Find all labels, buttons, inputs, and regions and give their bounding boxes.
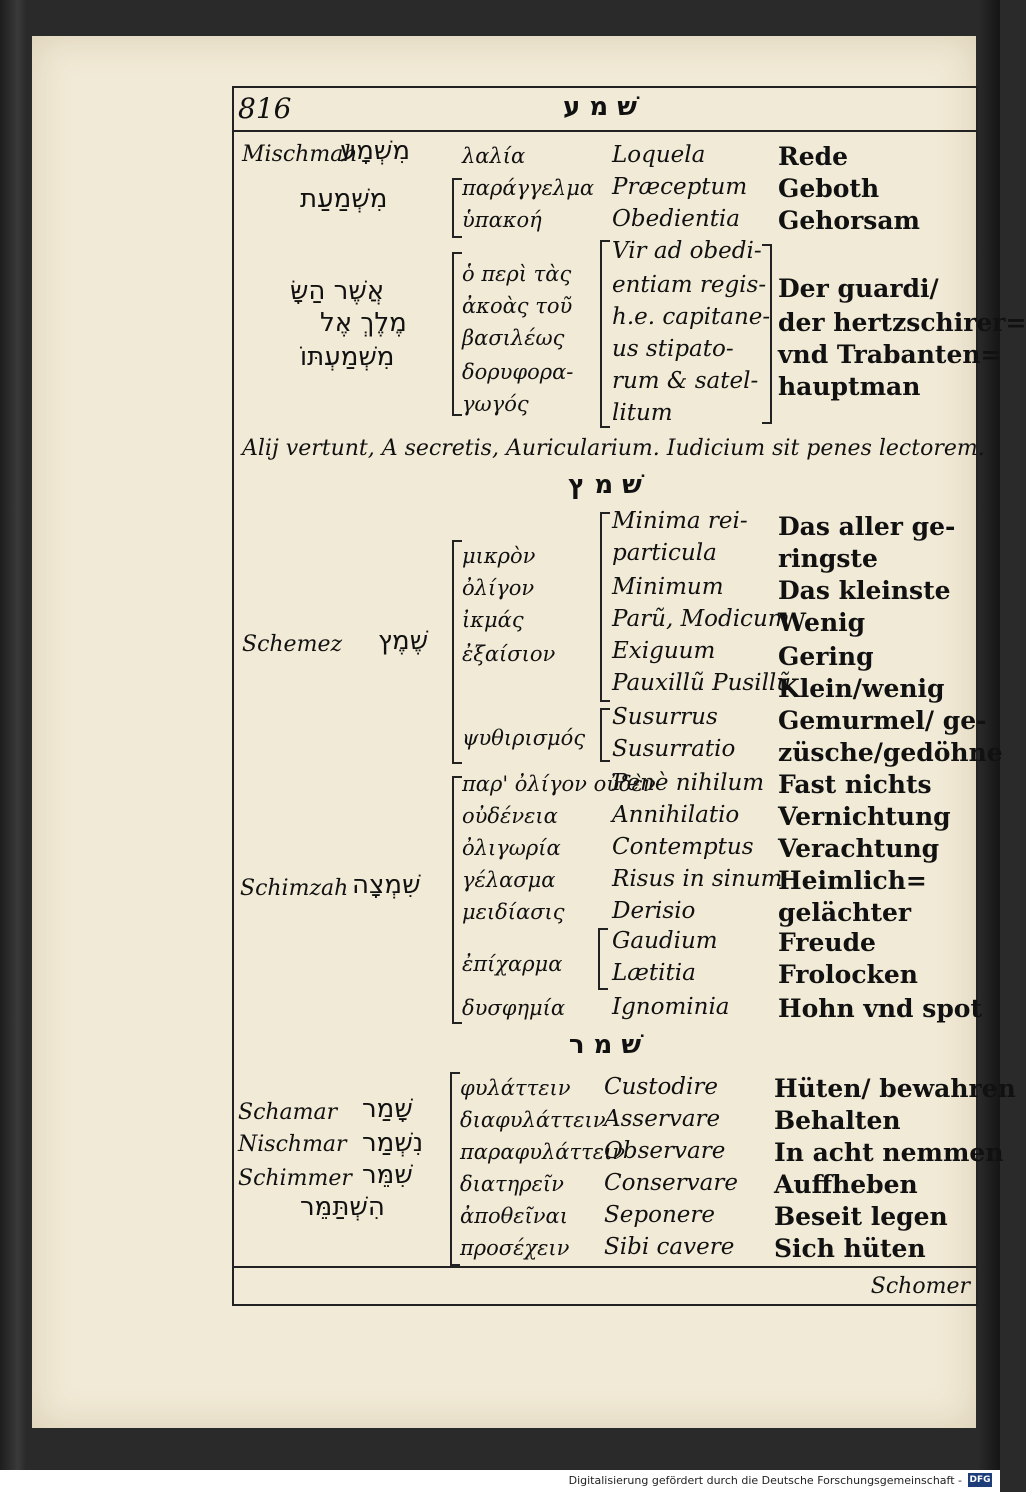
- translit-mischmah: Mischmah: [242, 142, 358, 167]
- latin-term: Vir ad obedi-: [612, 238, 762, 264]
- header-rule: [232, 130, 978, 132]
- german-term: Das kleinste: [778, 576, 951, 605]
- german-term: Hüten/ bewahren: [774, 1074, 1016, 1103]
- latin-term: Custodire: [604, 1074, 718, 1100]
- footer-text: Digitalisierung gefördert durch die Deutsche Forschungsgemeinschaft -: [568, 1474, 962, 1487]
- latin-term: Præceptum: [612, 174, 748, 200]
- dfg-logo: DFG: [969, 1475, 991, 1485]
- latin-term: Seponere: [604, 1202, 715, 1228]
- german-term: Auffheben: [774, 1170, 918, 1199]
- translit-schimzah: Schimzah: [240, 876, 349, 901]
- greek-term: ἀκοὰς τοῦ: [462, 294, 573, 318]
- brace: [452, 540, 462, 764]
- translit-schamar: Schamar: [238, 1100, 338, 1125]
- german-term: der hertzschirer=: [778, 308, 1026, 337]
- greek-term: μικρὸν: [462, 544, 536, 568]
- latin-term: Pauxillũ Pusillũ: [612, 670, 792, 696]
- hebrew-phrase: מִשְׁמַעְתּוֹ: [300, 342, 395, 372]
- latin-term: Susurrus: [612, 704, 718, 730]
- latin-term: Derisio: [612, 898, 696, 924]
- german-term: Gering: [778, 642, 874, 671]
- latin-term: Exiguum: [612, 638, 716, 664]
- latin-term: Obedientia: [612, 206, 741, 232]
- brace: [600, 240, 610, 428]
- latin-term: Contemptus: [612, 834, 754, 860]
- german-term: Hohn vnd spot: [778, 994, 983, 1023]
- brace: [600, 708, 610, 762]
- german-term: Gehorsam: [778, 206, 921, 235]
- latin-term: Minimum: [612, 574, 724, 600]
- latin-term: particula: [612, 540, 717, 566]
- german-term: Klein/wenig: [778, 674, 945, 703]
- latin-term: Lætitia: [612, 960, 696, 986]
- latin-term: rum & satel-: [612, 368, 759, 394]
- hebrew-verb: הִשְׁתַּמֵּר: [300, 1192, 385, 1222]
- german-term: züsche/gedöhne: [778, 738, 1003, 767]
- latin-term: Parũ, Modicum: [612, 606, 790, 632]
- german-term: Vernichtung: [778, 802, 951, 831]
- latin-term: Loquela: [612, 142, 706, 168]
- german-term: Verachtung: [778, 834, 940, 863]
- hebrew-verb: שָׁמַר: [362, 1094, 413, 1124]
- hebrew-schemez: שֶׁמֶץ: [378, 626, 429, 656]
- german-term: ringste: [778, 544, 878, 573]
- german-term: Geboth: [778, 174, 880, 203]
- hebrew-verb: נִשְׁמַר: [362, 1128, 424, 1158]
- latin-term: us stipato-: [612, 336, 734, 362]
- latin-term: Conservare: [604, 1170, 738, 1196]
- hebrew-phrase: מֶלֶךְ אֶל: [320, 308, 407, 338]
- greek-term: ὀλίγον: [462, 576, 535, 600]
- german-term: Rede: [778, 142, 849, 171]
- brace: [762, 244, 772, 424]
- greek-term: μειδίασις: [462, 900, 565, 924]
- greek-term: παράγγελμα: [462, 176, 595, 200]
- german-term: Der guardi/: [778, 274, 939, 303]
- greek-term: ψυθιρισμός: [462, 726, 586, 750]
- section-heading: שׁ מ ר: [568, 1030, 642, 1060]
- german-term: Fast nichts: [778, 770, 932, 799]
- greek-term: ἀποθεῖναι: [460, 1204, 568, 1228]
- greek-term: γέλασμα: [462, 868, 556, 892]
- german-term: Das aller ge-: [778, 512, 956, 541]
- german-term: Beseit legen: [774, 1202, 948, 1231]
- greek-term: ὑπακοή: [462, 208, 542, 232]
- hebrew-mischmah: מִשְׁמָע: [340, 136, 411, 166]
- top-rule: [232, 86, 978, 88]
- german-term: Heimlich=: [778, 866, 927, 895]
- greek-term: ὁ περὶ τὰς: [462, 262, 572, 286]
- greek-term: οὐδένεια: [462, 804, 558, 828]
- greek-term: γωγός: [462, 392, 529, 416]
- latin-term: h.e. capitane-: [612, 304, 771, 330]
- latin-term: Minima rei-: [612, 508, 748, 534]
- greek-term: δορυφορα-: [462, 360, 574, 384]
- running-head: שׁ מ ע: [563, 92, 637, 122]
- german-term: Gemurmel/ ge-: [778, 706, 987, 735]
- right-frame-rule: [976, 86, 978, 1306]
- latin-term: Sibi cavere: [604, 1234, 735, 1260]
- latin-term: Risus in sinum: [612, 866, 783, 892]
- german-term: gelächter: [778, 898, 912, 927]
- greek-term: δυσφημία: [462, 996, 566, 1020]
- german-term: In acht nemmen: [774, 1138, 1004, 1167]
- latin-term: Asservare: [604, 1106, 721, 1132]
- greek-term: ἐξαίσιον: [462, 642, 556, 666]
- greek-term: παραφυλάττειν: [460, 1140, 625, 1164]
- latin-term: Annihilatio: [612, 802, 740, 828]
- hebrew-phrase: אֲשֶׁר הַשָּׂ: [290, 276, 385, 306]
- greek-term: φυλάττειν: [460, 1076, 571, 1100]
- editorial-note: Alij vertunt, A secretis, Auricularium. Iudicium sit penes lectorem.: [242, 436, 985, 461]
- german-term: Freude: [778, 928, 876, 957]
- greek-term: ἰκμάς: [462, 608, 524, 632]
- german-term: Frolocken: [778, 960, 918, 989]
- bottom-rule: [232, 1266, 978, 1268]
- brace: [598, 928, 608, 990]
- latin-term: Penè nihilum: [612, 770, 765, 796]
- translit-nischmar: Nischmar: [238, 1132, 347, 1157]
- translit-schemez: Schemez: [242, 632, 343, 657]
- latin-term: Gaudium: [612, 928, 718, 954]
- german-term: vnd Trabanten=: [778, 340, 1002, 369]
- latin-term: entiam regis-: [612, 272, 767, 298]
- hebrew-mischmaat: מִשְׁמַעַת: [300, 184, 388, 214]
- greek-term: προσέχειν: [460, 1236, 570, 1260]
- greek-term: ἐπίχαρμα: [462, 952, 563, 976]
- greek-term: λαλία: [462, 144, 526, 168]
- greek-term: διαφυλάττειν: [460, 1108, 606, 1132]
- catchword-rule: [232, 1304, 978, 1306]
- catchword: Schomer: [870, 1274, 970, 1299]
- brace: [452, 776, 462, 1024]
- page-number: 816: [238, 92, 292, 125]
- brace: [600, 512, 610, 702]
- german-term: hauptman: [778, 372, 921, 401]
- greek-term: διατηρεῖν: [460, 1172, 564, 1196]
- latin-term: Susurratio: [612, 736, 736, 762]
- latin-term: Ignominia: [612, 994, 730, 1020]
- brace: [452, 178, 462, 238]
- latin-term: litum: [612, 400, 673, 426]
- german-term: Wenig: [778, 608, 866, 637]
- section-heading: שׁ מ ץ: [568, 470, 642, 500]
- left-frame-rule: [232, 86, 234, 1306]
- brace: [452, 252, 462, 416]
- greek-term: παρ' ὀλίγον οὐδὲν: [462, 772, 656, 796]
- brace: [450, 1072, 460, 1266]
- german-term: Behalten: [774, 1106, 901, 1135]
- latin-term: Observare: [604, 1138, 726, 1164]
- hebrew-schimzah: שִׁמְצָה: [352, 870, 421, 900]
- digitization-footer: [0, 1470, 1000, 1492]
- translit-schimmer: Schimmer: [238, 1166, 352, 1191]
- greek-term: βασιλέως: [462, 326, 565, 350]
- hebrew-verb: שִׁמֵּר: [362, 1160, 413, 1190]
- german-term: Sich hüten: [774, 1234, 926, 1263]
- greek-term: ὀλιγωρία: [462, 836, 561, 860]
